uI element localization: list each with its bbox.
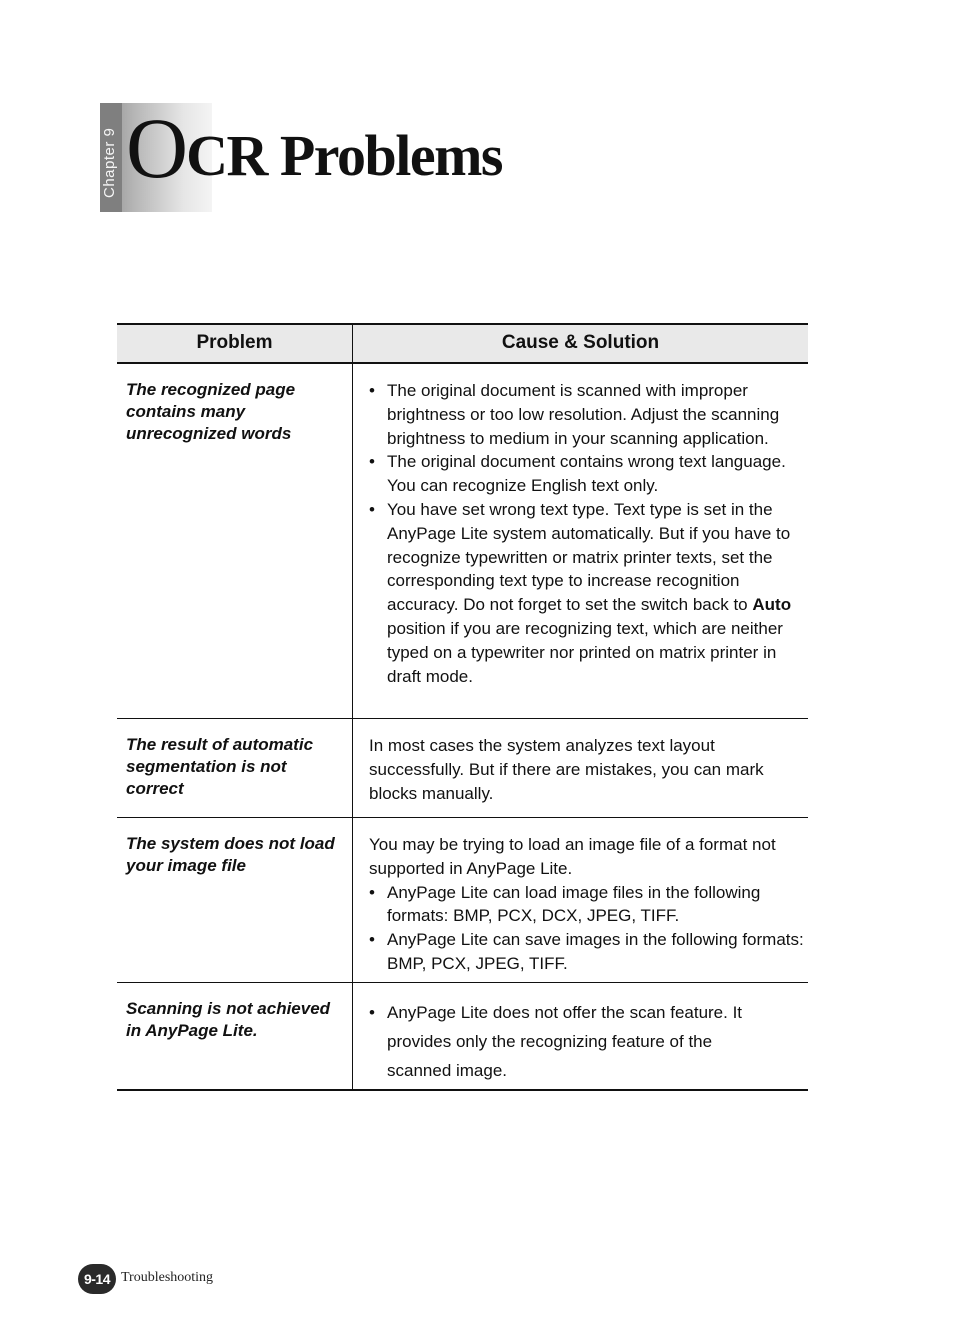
table-row: [117, 983, 808, 1091]
page-number-badge: 9-14: [78, 1264, 116, 1294]
problem-cell: The result of automatic segmentation is not correct: [126, 735, 314, 798]
solution-text: You may be trying to load an image file of a format not supported in AnyPage Lite.: [369, 835, 776, 878]
list-item: • The original document contains wrong text language. You can recognize English text only.: [369, 450, 808, 498]
table-header: [117, 323, 808, 364]
solution-list: [369, 379, 808, 688]
table-row: [117, 364, 808, 719]
list-item: [369, 498, 808, 688]
solution-list: [369, 998, 808, 1085]
list-item: • AnyPage Lite does not offer the scan feature. It provides only the recognizing feature of the scanned image.: [369, 998, 808, 1085]
header-cause-solution: Cause & Solution: [352, 325, 808, 362]
auto-keyword: Auto: [752, 595, 792, 615]
footer-section-label: Troubleshooting: [121, 1270, 214, 1285]
list-item-text: position if you are recognizing text, which are neither typed on a typewriter nor printed on matrix printer in draft mode.: [387, 618, 783, 686]
solution-cell: [352, 818, 808, 982]
list-item: • AnyPage Lite can save images in the following formats: BMP, PCX, JPEG, TIFF.: [369, 928, 808, 976]
page-title: [126, 98, 502, 198]
solution-cell: [352, 719, 808, 817]
solution-cell: [352, 983, 808, 1089]
solution-cell: [352, 364, 808, 718]
troubleshooting-table: [117, 323, 808, 1091]
table-row: [117, 818, 808, 983]
solution-list: [369, 881, 808, 976]
table-row: [117, 719, 808, 818]
list-item: • The original document is scanned with improper brightness or too low resolution. Adjust the scanning brightness to medium in your scanning application.: [369, 379, 808, 450]
problem-cell: The system does not load your image file: [126, 834, 335, 875]
list-item: • AnyPage Lite can load image files in the following formats: BMP, PCX, DCX, JPEG, TIFF.: [369, 881, 808, 929]
title-rest: CR Problems: [186, 123, 503, 188]
title-initial: O: [126, 100, 187, 196]
header-problem: Problem: [196, 332, 273, 353]
list-item-text: You have set wrong text type. Text type is set in the AnyPage Lite system automatically. But if you have to recognize typewritten or matrix printer texts, set the corresponding text type to increase recognition accuracy. Do not forget to set the switch back to: [387, 499, 791, 615]
problem-cell: Scanning is not achieved in AnyPage Lite.: [126, 999, 331, 1040]
solution-text: In most cases the system analyzes text layout successfully. But if there are mistakes, you can mark blocks manually.: [369, 736, 764, 803]
chapter-label: Chapter 9: [101, 127, 118, 198]
problem-cell: The recognized page contains many unrecognized words: [126, 380, 296, 443]
